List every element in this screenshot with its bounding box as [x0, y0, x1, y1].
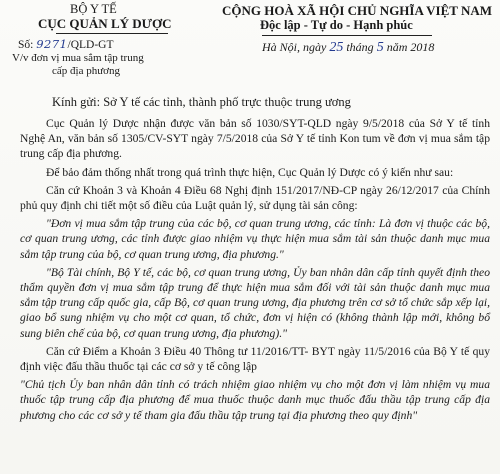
- paragraph-3: Căn cứ Khoản 3 và Khoản 4 Điều 68 Nghị định 151/2017/NĐ-CP ngày 26/12/2017 của Chính phủ quy định chi tiết một số điều của Luật quản lý, sử dụng tài sản công:: [20, 183, 490, 213]
- paragraph-7-quote: "Chủ tịch Ủy ban nhân dân tỉnh có trách nhiệm giao nhiệm vụ cho một đơn vị làm nhiệm vụ mua thuốc tập trung cấp địa phương để mua thuốc thuộc danh mục thuốc đấu thầu tập trung cấp địa phương cho các cơ sở y tế tham gia đấu thầu tập trung tại địa phương theo quy định": [20, 378, 490, 422]
- date-line: [262, 40, 434, 56]
- document-body: [20, 116, 490, 426]
- paragraph-6: Căn cứ Điểm a Khoản 3 Điều 40 Thông tư 11/2016/TT- BYT ngày 11/5/2016 của Bộ Y tế quy định việc đấu thầu thuốc tại các cơ sở y tế công lập: [20, 344, 490, 374]
- date-year: năm 2018: [383, 40, 435, 54]
- subject-line-1: V/v đơn vị mua sắm tập trung: [12, 52, 144, 64]
- date-place: Hà Nội, ngày: [262, 40, 330, 54]
- date-month-word: tháng: [343, 40, 377, 54]
- document-number-suffix: /QLD-GT: [67, 39, 114, 51]
- date-day: 25: [329, 40, 344, 55]
- recipient-line: Kính gửi: Sở Y tế các tỉnh, thành phố trực thuộc trung ương: [52, 95, 351, 109]
- nation-title: CỘNG HOÀ XÃ HỘI CHỦ NGHĨA VIỆT NAM: [222, 3, 493, 18]
- right-header-rule: [262, 35, 432, 36]
- subject-line-2: cấp địa phương: [52, 65, 120, 77]
- paragraph-4-quote: "Đơn vị mua sắm tập trung của các bộ, cơ quan trung ương, các tỉnh: Là đơn vị thuộc các bộ, cơ quan trung ương, các tỉnh được giao nhiệm vụ thực hiện mua sắm tài sản thuộc danh mục mua sắm tập trung của bộ, cơ quan trung ương, địa phương.": [20, 217, 490, 261]
- document-number-prefix: Số:: [18, 39, 37, 51]
- date-month: 5: [376, 40, 384, 55]
- left-header-rule: [56, 33, 168, 34]
- ministry-name: BỘ Y TẾ: [70, 2, 117, 16]
- paragraph-1: Cục Quản lý Dược nhận được văn bản số 1030/SYT-QLD ngày 9/5/2018 của Sở Y tế tỉnh Nghệ An, văn bản số 1305/CV-SYT ngày 7/5/2018 của Sở Y tế tỉnh Kon tum về đơn vị mua sắm tập trung cấp địa phương.: [20, 117, 490, 161]
- paragraph-5-quote: "Bộ Tài chính, Bộ Y tế, các bộ, cơ quan trung ương, Ủy ban nhân dân cấp tỉnh quyết định theo thẩm quyền đơn vị mua sắm tập trung để thực hiện mua sắm đối với tài sản thuộc danh mục mua sắm tập trung cấp quốc gia, cấp Bộ, cơ quan trung ương, địa phương trên cơ sở tổ chức sắp xếp lại, giao bổ sung nhiệm vụ cho một cơ quan, tổ chức, đơn vị hiện có (không thành lập mới, không bổ sung biên chế của bộ, cơ quan trung ương, địa phương).": [20, 265, 490, 340]
- document-number-handwritten: 9271: [36, 37, 68, 51]
- paragraph-2: Để bảo đảm thống nhất trong quá trình thực hiện, Cục Quản lý Dược có ý kiến như sau:: [46, 165, 454, 179]
- national-motto: Độc lập - Tự do - Hạnh phúc: [260, 18, 413, 32]
- document-number: [18, 37, 114, 51]
- department-name: CỤC QUẢN LÝ DƯỢC: [38, 16, 172, 31]
